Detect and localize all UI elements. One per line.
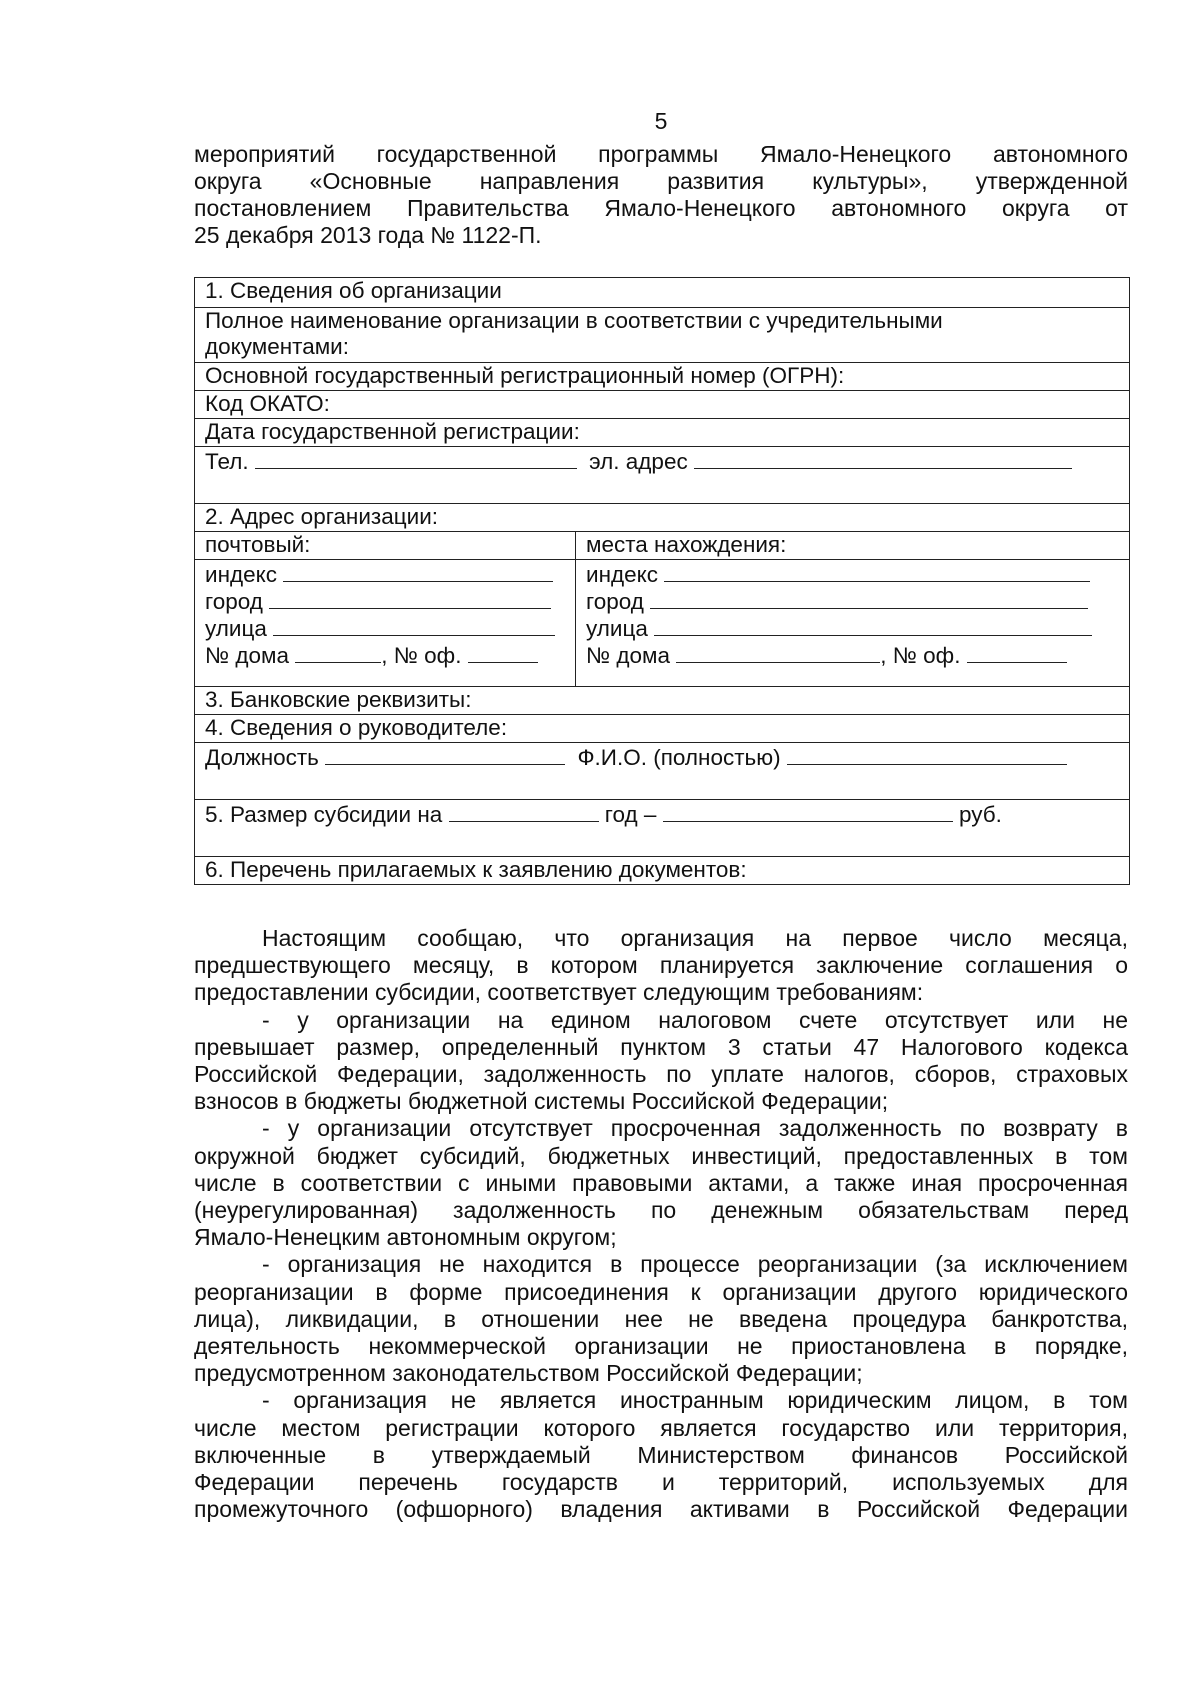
application-form-table <box>194 277 1130 885</box>
email-label: эл. адрес <box>589 449 688 474</box>
location-city-field[interactable]: город <box>576 587 1129 614</box>
fio-blank[interactable] <box>787 743 1067 765</box>
lead-paragraph <box>194 141 1128 249</box>
registration-date-field[interactable]: Дата государственной регистрации: <box>195 419 1129 447</box>
text-line: постановлением Правительства Ямало-Ненецкого автономного округа от <box>194 195 1128 221</box>
text-line: Ямало-Ненецким автономным округом; <box>194 1224 617 1251</box>
compliance-statement <box>194 925 1128 1523</box>
page-number: 5 <box>654 108 668 134</box>
text-line: деятельность некоммерческой организации не приостановлена в порядке, <box>194 1333 1128 1360</box>
location-address-column <box>576 532 1129 686</box>
postal-address-column <box>195 532 576 686</box>
subsidy-amount-blank[interactable] <box>663 800 953 822</box>
text-line: - организация не является иностранным юридическим лицом, в том <box>262 1387 1128 1414</box>
tel-blank[interactable] <box>255 447 577 469</box>
position-label: Должность <box>205 745 319 770</box>
location-street-field[interactable]: улица <box>576 614 1129 641</box>
text-line: - у организации отсутствует просроченная задолженность по возврату в <box>262 1115 1128 1142</box>
full-name-field[interactable]: Полное наименование организации в соответствии с учредительными документами: <box>195 308 1129 363</box>
section-4-title: 4. Сведения о руководителе: <box>195 715 1129 743</box>
text-line: реорганизации в форме присоединения к организации другого юридического <box>194 1278 1128 1305</box>
subsidy-rub-label: руб. <box>958 802 1002 827</box>
postal-street-field[interactable]: улица <box>195 614 575 641</box>
text-line: взносов в бюджеты бюджетной системы Российской Федерации; <box>194 1088 889 1115</box>
subsidy-year-blank[interactable] <box>449 800 599 822</box>
text-line: числе местом регистрации которого является государство или территория, <box>194 1414 1128 1441</box>
text-line: предшествующего месяцу, в котором планируется заключение соглашения о <box>194 952 1128 979</box>
text-line: превышает размер, определенный пунктом 3 статьи 47 Налогового кодекса <box>194 1033 1128 1060</box>
manager-row <box>195 743 1129 800</box>
fio-label: Ф.И.О. (полностью) <box>577 745 781 770</box>
text-line: числе в соответствии с иными правовыми актами, а также иная просроченная <box>194 1169 1128 1196</box>
postal-house-field[interactable]: № дома , № оф. <box>195 641 575 668</box>
tel-label: Тел. <box>205 449 249 474</box>
postal-index-field[interactable]: индекс <box>195 560 575 587</box>
email-blank[interactable] <box>694 447 1072 469</box>
text-line: (неурегулированная) задолженность по денежным обязательствам перед <box>194 1197 1128 1224</box>
contacts-row <box>195 447 1129 504</box>
section-6-title: 6. Перечень прилагаемых к заявлению документов: <box>205 857 747 882</box>
section-1-title: 1. Сведения об организации <box>195 278 1129 308</box>
position-blank[interactable] <box>325 743 565 765</box>
text-line: - организация не находится в процессе реорганизации (за исключением <box>262 1251 1128 1278</box>
address-block <box>195 532 1129 687</box>
location-index-field[interactable]: индекс <box>576 560 1129 587</box>
location-address-label: места нахождения: <box>576 532 1129 560</box>
text-line: 25 декабря 2013 года № 1122-П. <box>194 222 542 248</box>
text-line: предусмотренном законодательством Российской Федерации; <box>194 1360 863 1387</box>
subsidy-amount-row <box>195 800 1129 857</box>
text-line: Российской Федерации, задолженность по уплате налогов, сборов, страховых <box>194 1061 1128 1088</box>
postal-address-label: почтовый: <box>195 532 575 560</box>
text-line: Федерации перечень государств и территорий, используемых для <box>194 1469 1128 1496</box>
text-line: включенные в утверждаемый Министерством финансов Российской <box>194 1441 1128 1468</box>
postal-city-field[interactable]: город <box>195 587 575 614</box>
subsidy-prefix: 5. Размер субсидии на <box>205 802 443 827</box>
okato-field[interactable]: Код ОКАТО: <box>195 391 1129 419</box>
text-line: - у организации на едином налоговом счете отсутствует или не <box>262 1006 1128 1033</box>
section-2-title: 2. Адрес организации: <box>195 504 1129 532</box>
text-line: округа «Основные направления развития культуры», утвержденной <box>194 168 1128 194</box>
text-line: предоставлении субсидии, соответствует следующим требованиям: <box>194 979 924 1006</box>
text-line: лица), ликвидации, в отношении нее не введена процедура банкротства, <box>194 1305 1128 1332</box>
text-line: промежуточного (офшорного) владения активами в Российской Федерации <box>194 1496 1128 1523</box>
text-line: Настоящим сообщаю, что организация на первое число месяца, <box>262 925 1128 951</box>
text-line: окружной бюджет субсидий, бюджетных инвестиций, предоставленных в том <box>194 1142 1128 1169</box>
location-house-field[interactable]: № дома , № оф. <box>576 641 1129 668</box>
text-line: мероприятий государственной программы Ямало-Ненецкого автономного <box>194 141 1128 167</box>
subsidy-year-label: год – <box>604 802 657 827</box>
ogrn-field[interactable]: Основной государственный регистрационный номер (ОГРН): <box>195 363 1129 391</box>
section-3-title: 3. Банковские реквизиты: <box>195 687 1129 715</box>
